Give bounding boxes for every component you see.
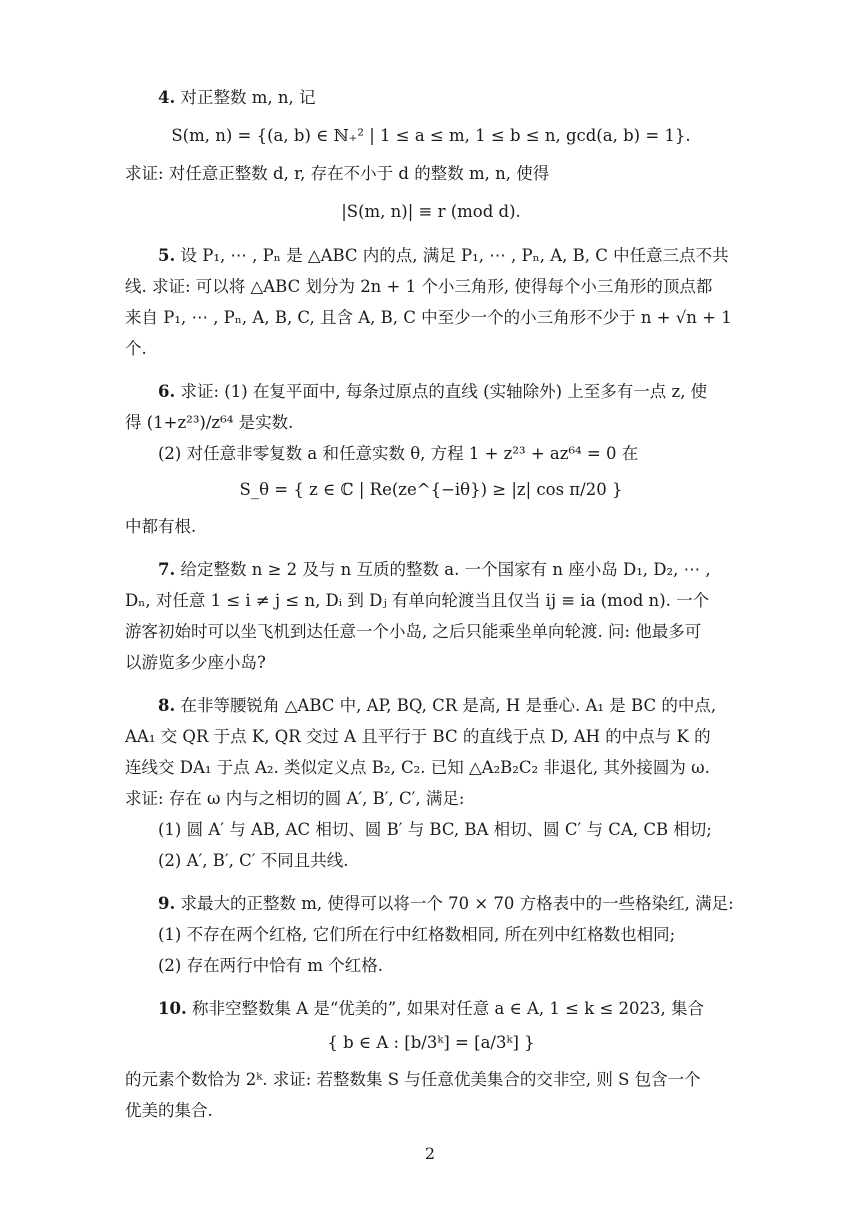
problem-5-line-1: 5. 设 P₁, ⋯ , Pₙ 是 △ABC 内的点, 满足 P₁, ⋯ , Pₙ, A, B, C 中任意三点不共 xyxy=(158,246,729,265)
problem-10-line-4: 优美的集合. xyxy=(125,1101,213,1120)
problem-4-line-1: 4. 对正整数 m, n, 记 xyxy=(158,88,316,107)
problem-5-line-3: 来自 P₁, ⋯ , Pₙ, A, B, C, 且含 A, B, C 中至少一个的小三角形不少于 n + √n + 1 xyxy=(125,308,732,327)
problem-8-number: 8. xyxy=(158,696,176,715)
problem-8-line-6: (2) A′, B′, C′ 不同且共线. xyxy=(158,851,349,870)
problem-8-line-1: 8. 在非等腰锐角 △ABC 中, AP, BQ, CR 是高, H 是垂心. A₁ 是 BC 的中点, xyxy=(158,696,717,715)
problem-10-number: 10. xyxy=(158,999,187,1018)
problem-9-line-3: (2) 存在两行中恰有 m 个红格. xyxy=(158,956,383,975)
problem-7-number: 7. xyxy=(158,560,176,579)
page-number: 2 xyxy=(424,1144,436,1163)
problem-9-number: 9. xyxy=(158,894,176,913)
problem-6-line-1: 6. 求证: (1) 在复平面中, 每条过原点的直线 (实轴除外) 上至多有一点 z, 使 xyxy=(158,382,708,401)
problem-10-line-3: 的元素个数恰为 2ᵏ. 求证: 若整数集 S 与任意优美集合的交非空, 则 S 包含一个 xyxy=(125,1070,701,1089)
problem-6-line-2: 得 (1+z²³)/z⁶⁴ 是实数. xyxy=(125,413,294,432)
problem-4-formula-1: S(m, n) = {(a, b) ∈ ℕ₊² | 1 ≤ a ≤ m, 1 ≤ b ≤ n, gcd(a, b) = 1}. xyxy=(171,126,691,145)
problem-9-line-2: (1) 不存在两个红格, 它们所在行中红格数相同, 所在列中红格数也相同; xyxy=(158,925,676,944)
problem-10-line-1: 10. 称非空整数集 A 是“优美的”, 如果对任意 a ∈ A, 1 ≤ k ≤ 2023, 集合 xyxy=(158,999,705,1018)
problem-4-number: 4. xyxy=(158,88,176,107)
problem-8-line-4: 求证: 存在 ω 内与之相切的圆 A′, B′, C′, 满足: xyxy=(125,789,465,808)
problem-5-line-2: 线. 求证: 可以将 △ABC 划分为 2n + 1 个小三角形, 使得每个小三角形的顶点都 xyxy=(125,277,713,296)
problem-8-line-2: AA₁ 交 QR 于点 K, QR 交过 A 且平行于 BC 的直线于点 D, AH 的中点与 K 的 xyxy=(125,727,711,746)
problem-4-formula-2: |S(m, n)| ≡ r (mod d). xyxy=(341,202,521,221)
problem-5-number: 5. xyxy=(158,246,176,265)
problem-6-formula: S_θ = { z ∈ ℂ | Re(ze^{−iθ}) ≥ |z| cos π/20 } xyxy=(239,480,623,499)
problem-8-line-5: (1) 圆 A′ 与 AB, AC 相切、圆 B′ 与 BC, BA 相切、圆 C′ 与 CA, CB 相切; xyxy=(158,820,712,839)
problem-7-line-2: Dₙ, 对任意 1 ≤ i ≠ j ≤ n, Dᵢ 到 Dⱼ 有单向轮渡当且仅当 ij ≡ ia (mod n). 一个 xyxy=(125,591,710,610)
problem-6-line-3: (2) 对任意非零复数 a 和任意实数 θ, 方程 1 + z²³ + az⁶⁴ = 0 在 xyxy=(158,444,639,463)
problem-9-line-1: 9. 求最大的正整数 m, 使得可以将一个 70 × 70 方格表中的一些格染红, 满足: xyxy=(158,894,734,913)
problem-7-line-3: 游客初始时可以坐飞机到达任意一个小岛, 之后只能乘坐单向轮渡. 问: 他最多可 xyxy=(125,622,702,641)
problem-6-line-5: 中都有根. xyxy=(125,517,197,536)
problem-8-line-3: 连线交 DA₁ 于点 A₂. 类似定义点 B₂, C₂. 已知 △A₂B₂C₂ 非退化, 其外接圆为 ω. xyxy=(125,758,710,777)
problem-4-line-3: 求证: 对任意正整数 d, r, 存在不小于 d 的整数 m, n, 使得 xyxy=(125,164,550,183)
problem-7-line-1: 7. 给定整数 n ≥ 2 及与 n 互质的整数 a. 一个国家有 n 座小岛 D₁, D₂, ⋯ , xyxy=(158,560,711,579)
problem-10-formula: { b ∈ A : [b/3ᵏ] = [a/3ᵏ] } xyxy=(327,1033,535,1052)
problem-5-line-4: 个. xyxy=(125,339,147,358)
problem-7-line-4: 以游览多少座小岛? xyxy=(125,653,266,672)
problem-6-number: 6. xyxy=(158,382,176,401)
